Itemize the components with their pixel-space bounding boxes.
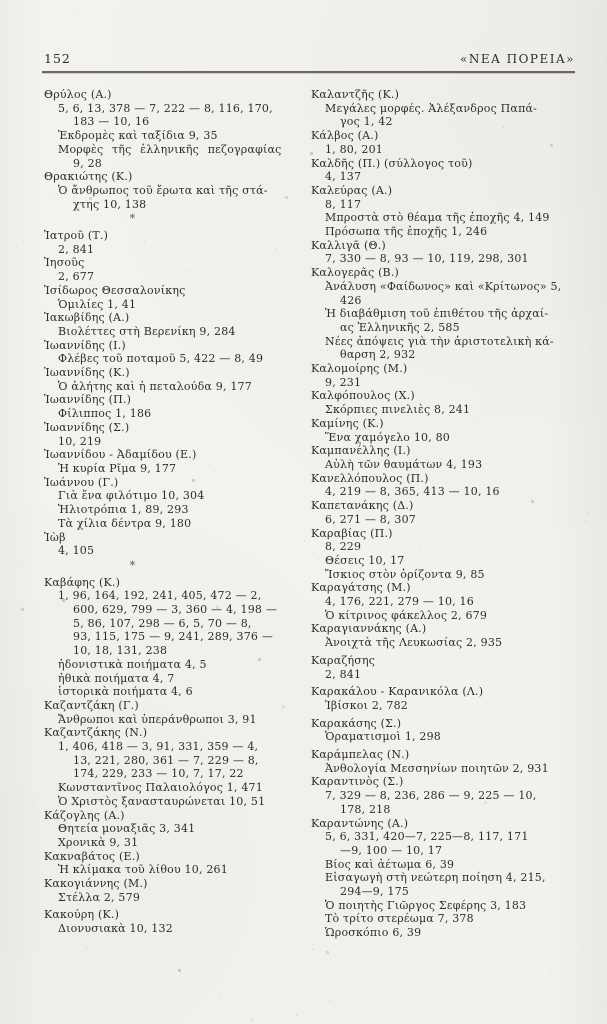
index-line: Χρονικὰ 9, 31 (58, 835, 139, 849)
index-entry-name: Καζαντζάκης (Ν.) (44, 726, 148, 740)
index-column-left (44, 88, 311, 940)
index-line: 5, 6, 13, 378 — 7, 222 — 8, 116, 170, (58, 101, 273, 115)
page-header (44, 51, 575, 66)
index-line: Μεγάλες μορφές. Ἀλέξανδρος Παπά- (325, 101, 538, 115)
index-line: ἠθικὰ ποιήματα 4, 7 (58, 671, 175, 685)
index-line: Τὰ χίλια δέντρα 9, 180 (58, 516, 192, 530)
index-entry-name: Καλδῆς (Π.) (σύλλογος τοῦ) (311, 156, 473, 170)
header-rule (42, 71, 575, 73)
index-line: 2, 841 (325, 667, 362, 681)
index-line: 8, 117 (325, 197, 362, 211)
index-entry-name: Κανελλόπουλος (Π.) (311, 471, 429, 485)
index-line: Ὁ ἄνθρωπος τοῦ ἔρωτα καὶ τῆς στά- (58, 183, 268, 197)
index-continuation-line: ας Ἑλληνικῆς 2, 585 (340, 320, 460, 334)
index-line: Ὡροσκόπιο 6, 39 (325, 926, 422, 940)
index-line: Σκόρπιες πινελιὲς 8, 241 (325, 403, 471, 417)
index-line: 7, 329 — 8, 236, 286 — 9, 225 — 10, (325, 789, 537, 803)
index-line: Ὁ Χριστὸς ξανασταυρώνεται 10, 51 (58, 794, 266, 808)
index-entry-name: Καραγιαννάκης (Α.) (311, 622, 427, 636)
index-line: Ὁ ἀλήτης καὶ ἡ πεταλούδα 9, 177 (58, 379, 252, 393)
index-continuation-line: θαρση 2, 932 (340, 348, 416, 362)
index-line: Ἀνθολογία Μεσσηνίων ποιητῶν 2, 931 (325, 761, 549, 775)
index-line: Ἀνάλυση «Φαίδωνος» καὶ «Κρίτωνος» 5, (325, 279, 562, 293)
index-continuation-line: 5, 86, 107, 298 — 6, 5, 70 — 8, (73, 616, 252, 630)
index-line: Ἄνθρωποι καὶ ὑπεράνθρωποι 3, 91 (58, 712, 257, 726)
index-entry-name: Κάζογλης (Α.) (44, 808, 125, 822)
index-line: Ὁ ποιητὴς Γιῶργος Σεφέρης 3, 183 (325, 898, 527, 912)
index-entry-name: Καμπανέλλης (Ι.) (311, 444, 411, 458)
index-entry-name: Καλογερᾶς (Β.) (311, 266, 400, 280)
index-continuation-line: 93, 115, 175 — 9, 241, 289, 376 — (73, 630, 274, 644)
index-continuation-line: 294—9, 175 (340, 885, 409, 899)
index-continuation-line: 178, 218 (340, 802, 391, 816)
index-line: 5, 6, 331, 420—7, 225—8, 117, 171 (325, 830, 529, 844)
index-entry-name: Καρακάσης (Σ.) (311, 716, 402, 730)
index-line: 1, 406, 418 — 3, 91, 331, 359 — 4, (58, 740, 259, 754)
journal-title: «ΝΕΑ ΠΟΡΕΙΑ» (460, 52, 575, 66)
index-line: Ἡλιοτρόπια 1, 89, 293 (58, 503, 189, 517)
section-separator: * (129, 558, 136, 572)
index-continuation-line: 183 — 10, 16 (73, 115, 150, 129)
index-entry-name: Κάλβος (Α.) (311, 129, 379, 143)
index-line: Πρόσωπα τῆς ἐποχῆς 1, 246 (325, 225, 488, 239)
index-line: 8, 229 (325, 540, 362, 554)
index-entry-name: Καραντώνης (Α.) (311, 816, 409, 830)
index-continuation-line: 9, 28 (73, 156, 102, 170)
index-entry-name: Ἰωαννίδης (Κ.) (44, 366, 130, 380)
index-entry-name: Θρακιώτης (Κ.) (44, 170, 133, 184)
index-line: Κωνσταντῖνος Παλαιολόγος 1, 471 (58, 781, 263, 795)
index-entry-name: Κακναβάτος (Ε.) (44, 849, 140, 863)
index-line: 10, 219 (58, 434, 102, 448)
index-line: Φλέβες τοῦ ποταμοῦ 5, 422 — 8, 49 (58, 352, 264, 366)
index-entry-name: Καραντινὸς (Σ.) (311, 775, 404, 789)
index-entry-name: Καλεύρας (Α.) (311, 183, 393, 197)
index-line: Ὁ κίτρινος φάκελλος 2, 679 (325, 608, 488, 622)
index-entry-name: Καρακάλου - Καρανικόλα (Λ.) (311, 685, 484, 699)
index-line: Εἰσαγωγὴ στὴ νεώτερη ποίηση 4, 215, (325, 871, 546, 885)
index-continuation-line: 174, 229, 233 — 10, 7, 17, 22 (73, 767, 244, 781)
index-line: ἱστορικὰ ποιήματα 4, 6 (58, 685, 193, 699)
index-line: Ἡ κυρία Ρῖμα 9, 177 (58, 461, 177, 475)
index-continuation-line: χτης 10, 138 (73, 197, 147, 211)
index-entry-name: Καμίνης (Κ.) (311, 416, 384, 430)
index-line: 1, 96, 164, 192, 241, 405, 472 — 2, (58, 589, 262, 603)
index-continuation-line: γος 1, 42 (340, 115, 393, 129)
index-line: Μορφὲς τῆς ἑλληνικῆς πεζογραφίας (58, 142, 282, 156)
index-line: Γιὰ ἕνα φιλότιμο 10, 304 (58, 489, 205, 503)
index-line: Βιολέττες στὴ Βερενίκη 9, 284 (58, 324, 236, 338)
index-line: Θέσεις 10, 17 (325, 553, 405, 567)
index-entry-name: Καραβίας (Π.) (311, 526, 393, 540)
index-line: Αὐλὴ τῶν θαυμάτων 4, 193 (325, 457, 483, 471)
index-entry-name: Ἰωαννίδου - Ἀδαμίδου (Ε.) (44, 448, 197, 462)
index-line: 6, 271 — 8, 307 (325, 512, 416, 526)
index-entry-name: Ἰὼβ (44, 530, 66, 544)
index-line: 1, 80, 201 (325, 142, 383, 156)
index-entry-name: Ἰατροῦ (Τ.) (44, 229, 109, 243)
index-line: Διονυσιακὰ 10, 132 (58, 922, 173, 936)
scan-noise-dots (0, 0, 1, 1)
index-columns (44, 88, 578, 940)
index-entry-name: Ἰωαννίδης (Σ.) (44, 420, 130, 434)
index-entry-name: Ἰακωβίδης (Α.) (44, 311, 130, 325)
index-column-right (311, 88, 578, 940)
index-entry-name: Ἰησοῦς (44, 256, 85, 270)
index-entry-name: Καβάφης (Κ.) (44, 575, 121, 589)
index-line: 4, 176, 221, 279 — 10, 16 (325, 595, 474, 609)
index-line: 7, 330 — 8, 93 — 10, 119, 298, 301 (325, 252, 529, 266)
index-entry-name: Καλφόπουλος (Χ.) (311, 389, 415, 403)
index-entry-name: Καλαντζῆς (Κ.) (311, 88, 400, 101)
index-line: Τὸ τρίτο στερέωμα 7, 378 (325, 912, 474, 926)
index-line: 4, 137 (325, 170, 362, 184)
index-continuation-line: 600, 629, 799 — 3, 360 — 4, 198 — (73, 603, 278, 617)
index-line: Ἰβίσκοι 2, 782 (325, 698, 409, 712)
index-line: Βίος καὶ ἀέτωμα 6, 39 (325, 857, 455, 871)
page-number: 152 (44, 51, 71, 66)
index-continuation-line: 10, 18, 131, 238 (73, 644, 168, 658)
index-line: Μπροστὰ στὸ θέαμα τῆς ἐποχῆς 4, 149 (325, 211, 550, 225)
index-continuation-line: 13, 221, 280, 361 — 7, 229 — 8, (73, 753, 259, 767)
index-entry-name: Θρύλος (Α.) (44, 88, 112, 101)
index-entry-name: Ἰωάννου (Γ.) (44, 475, 119, 489)
index-entry-name: Καζαντζάκη (Γ.) (44, 698, 139, 712)
index-line: 4, 219 — 8, 365, 413 — 10, 16 (325, 485, 500, 499)
index-entry-name: Ἰωαννίδης (Ι.) (44, 338, 126, 352)
index-line: Ἐκδρομὲς καὶ ταξίδια 9, 35 (58, 129, 218, 143)
index-line: 2, 677 (58, 270, 95, 284)
index-line: Ἡ κλίμακα τοῦ λίθου 10, 261 (58, 863, 228, 877)
index-entry-name: Καλλιγᾶ (Θ.) (311, 238, 386, 252)
index-continuation-line: 426 (340, 293, 362, 307)
index-entry-name: Καραγάτσης (Μ.) (311, 581, 411, 595)
index-line: 4, 105 (58, 544, 95, 558)
index-entry-name: Καραζήσης (311, 653, 376, 667)
index-line: Ἀνοιχτὰ τῆς Λευκωσίας 2, 935 (325, 636, 503, 650)
index-line: Θητεία μοναξιᾶς 3, 341 (58, 822, 196, 836)
index-line: Ὁραματισμοὶ 1, 298 (325, 730, 442, 744)
index-line: Στέλλα 2, 579 (58, 890, 141, 904)
index-line: ἡδονιστικὰ ποιήματα 4, 5 (58, 657, 207, 671)
index-continuation-line: —9, 100 — 10, 17 (340, 843, 443, 857)
index-entry-name: Ἰωαννίδης (Π.) (44, 393, 132, 407)
index-entry-name: Ἰσίδωρος Θεσσαλονίκης (44, 283, 186, 297)
index-entry-name: Καράμπελας (Ν.) (311, 748, 410, 762)
section-separator: * (129, 212, 136, 226)
index-line: Ἴσκιος στὸν ὁρίζοντα 9, 85 (325, 567, 485, 581)
index-entry-name: Κακογιάννης (Μ.) (44, 877, 148, 891)
index-line: Ὁμιλίες 1, 41 (58, 297, 137, 311)
index-line: Νέες ἀπόψεις γιὰ τὴν ἀριστοτελικὴ κά- (325, 334, 554, 348)
index-line: 9, 231 (325, 375, 362, 389)
index-entry-name: Καπετανάκης (Δ.) (311, 499, 414, 513)
index-line: Ἡ διαβάθμιση τοῦ ἐπιθέτου τῆς ἀρχαί- (325, 307, 549, 321)
index-entry-name: Κακούρη (Κ.) (44, 908, 120, 922)
index-line: 2, 841 (58, 242, 95, 256)
index-line: Φίλιππος 1, 186 (58, 407, 152, 421)
index-line: Ἕνα χαμόγελο 10, 80 (325, 430, 451, 444)
index-entry-name: Καλομοίρης (Μ.) (311, 362, 408, 376)
